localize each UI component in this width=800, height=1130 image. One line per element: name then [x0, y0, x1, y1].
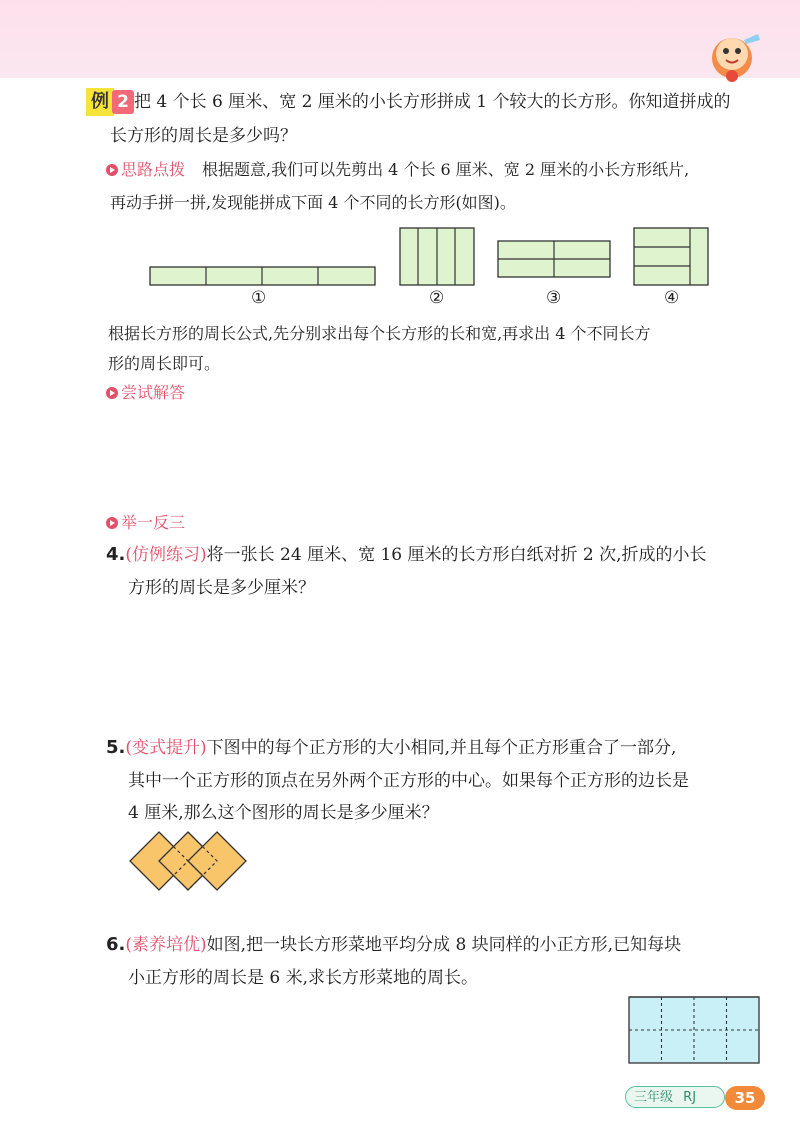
hint-title	[106, 159, 185, 181]
grade-text: 三年级	[634, 1090, 674, 1105]
vegetable-plot-figure	[626, 994, 762, 1066]
figure-3	[498, 241, 610, 277]
figure-label-1: ①	[251, 288, 267, 308]
practice-text: 举一反三	[121, 513, 186, 532]
page-number: 35	[725, 1086, 765, 1110]
q5-line-3: 4 厘米,那么这个图形的周长是多少厘米？	[128, 803, 439, 823]
q6-text-1: 如图,把一块长方形菜地平均分成 8 块同样的小正方形,已知每块	[206, 935, 682, 955]
figure-label-2: ②	[429, 288, 445, 308]
example-label: 例	[86, 88, 114, 116]
example-number: 2	[112, 90, 134, 114]
header-band	[0, 0, 800, 78]
q4-tag: (仿例练习)	[125, 545, 207, 565]
hint-title-text: 思路点拨	[121, 160, 186, 179]
q6-number: 6.	[106, 934, 126, 955]
q5-tag: (变式提升)	[125, 738, 207, 758]
play-icon	[106, 387, 118, 399]
grade-badge	[625, 1086, 725, 1108]
q4-line-2: 方形的周长是多少厘米？	[128, 578, 315, 598]
mascot-icon	[700, 18, 770, 88]
figure-1	[150, 267, 375, 285]
play-icon	[106, 164, 118, 176]
q6-line-2: 小正方形的周长是 6 米,求长方形菜地的周长。	[128, 968, 479, 988]
q4-number: 4.	[106, 544, 126, 565]
example-line-2: 长方形的周长是多少吗？	[110, 126, 297, 146]
q6-line-1	[106, 933, 681, 957]
q5-line-2: 其中一个正方形的顶点在另外两个正方形的中心。如果每个正方形的边长是	[128, 771, 689, 791]
edition-text: RJ	[683, 1090, 697, 1105]
q5-text-1: 下图中的每个正方形的大小相同,并且每个正方形重合了一部分,	[206, 738, 677, 758]
hint-line-1: 根据题意,我们可以先剪出 4 个长 6 厘米、宽 2 厘米的小长方形纸片,	[202, 160, 690, 179]
figure-label-3: ③	[546, 288, 562, 308]
try-answer-text: 尝试解答	[121, 383, 186, 402]
figure-2	[400, 228, 474, 285]
q5-number: 5.	[106, 737, 126, 758]
hint-line-2: 再动手拼一拼,发现能拼成下面 4 个不同的长方形(如图)。	[110, 193, 516, 212]
try-answer-title	[106, 382, 185, 404]
q4-text-1: 将一张长 24 厘米、宽 16 厘米的长方形白纸对折 2 次,折成的小长	[206, 545, 707, 565]
q6-tag: (素养培优)	[125, 935, 207, 955]
practice-title	[106, 512, 185, 534]
q4-line-1	[106, 543, 707, 567]
hint-line-4: 形的周长即可。	[108, 354, 221, 373]
example-badge	[86, 88, 138, 116]
overlapping-squares-figure	[124, 826, 248, 896]
play-icon	[106, 517, 118, 529]
figure-4	[634, 228, 708, 285]
figure-label-4: ④	[664, 288, 680, 308]
example-line-1: 把 4 个长 6 厘米、宽 2 厘米的小长方形拼成 1 个较大的长方形。你知道拼成的	[134, 92, 731, 112]
hint-line-3: 根据长方形的周长公式,先分别求出每个长方形的长和宽,再求出 4 个不同长方	[108, 324, 651, 343]
q5-line-1	[106, 736, 676, 760]
